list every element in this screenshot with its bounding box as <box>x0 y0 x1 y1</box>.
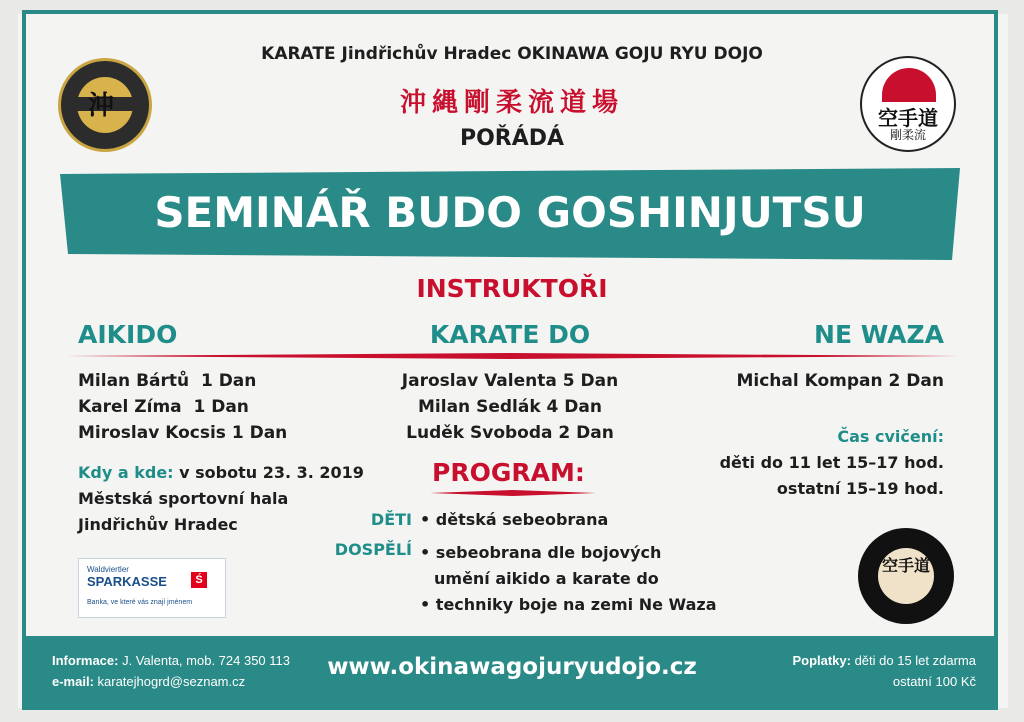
presents-label: POŘÁDÁ <box>459 126 565 151</box>
footer-contact <box>52 650 290 692</box>
dojo-kanji-name: 沖縄剛柔流道場 <box>399 88 624 118</box>
sponsor-tagline: Banka, ve které vás znají jménem <box>87 599 193 606</box>
instructors-heading: INSTRUKTOŘI <box>416 274 608 303</box>
training-time-block <box>720 424 944 502</box>
organizer-name: KARATE Jindřichův Hradec OKINAWA GOJU RYU DOJO <box>261 44 763 64</box>
program-adults-label: DOSPĚLÍ <box>334 540 412 559</box>
sponsor-logo <box>78 558 226 618</box>
venue-town: Jindřichův Hradec <box>78 515 238 534</box>
logo-gojuryu-kanji: 剛柔流 <box>889 128 926 142</box>
event-date: v sobotu 23. 3. 2019 <box>173 463 364 482</box>
when-where-label: Kdy a kde: <box>78 463 174 482</box>
instructor-item: Luděk Svoboda 2 Dan <box>406 423 614 443</box>
logo-glyph: 沖 <box>88 91 115 121</box>
email-value[interactable]: karatejhogrd@seznam.cz <box>93 674 246 689</box>
info-value: J. Valenta, mob. 724 350 113 <box>118 653 290 668</box>
footer-fees <box>792 650 976 692</box>
fees-label: Poplatky: <box>792 653 851 668</box>
instructor-item: Karel Zíma 1 Dan <box>78 397 249 417</box>
program-adults-item: • techniky boje na zemi Ne Waza <box>420 595 717 614</box>
info-label: Informace: <box>52 653 119 668</box>
instructor-item: Michal Kompan 2 Dan <box>736 371 944 391</box>
training-time-label: Čas cvičení: <box>837 427 944 446</box>
column-heading-aikido: AIKIDO <box>78 320 178 349</box>
column-heading-newaza: NE WAZA <box>814 320 944 349</box>
dojo-seal-logo <box>858 528 954 624</box>
newaza-list <box>736 368 944 394</box>
seal-center <box>878 548 934 604</box>
sponsor-line1: Waldviertler <box>87 565 129 574</box>
karate-list <box>360 368 660 446</box>
training-time-kids: děti do 11 let 15–17 hod. <box>719 453 944 472</box>
website-link[interactable]: www.okinawagojuryudojo.cz <box>327 654 697 680</box>
program-adults-item: • sebeobrana dle bojových <box>420 543 662 562</box>
fees-value-others: ostatní 100 Kč <box>892 674 976 689</box>
logo-karate-kanji: 空手道 <box>878 106 938 130</box>
divider-line <box>66 352 958 360</box>
instructor-item: Jaroslav Valenta 5 Dan <box>401 371 619 391</box>
program-kids-label: DĚTI <box>370 510 412 529</box>
instructor-item: Milan Sedlák 4 Dan <box>418 397 602 417</box>
fees-value-kids: děti do 15 let zdarma <box>850 653 976 668</box>
program-adults-item: umění aikido a karate do <box>434 569 659 588</box>
column-heading-karate: KARATE DO <box>429 320 591 349</box>
program-kids-item: • dětská sebeobrana <box>420 510 609 529</box>
instructor-item: Miroslav Kocsis 1 Dan <box>78 423 288 443</box>
training-time-others: ostatní 15–19 hod. <box>776 479 944 498</box>
seal-glyph: 空手道 <box>881 556 930 575</box>
sponsor-line2: SPARKASSE <box>87 574 167 589</box>
seminar-title: SEMINÁŘ BUDO GOSHINJUTSU <box>154 188 866 237</box>
program-underline <box>430 490 596 496</box>
program-heading: PROGRAM: <box>432 458 585 487</box>
venue-name: Městská sportovní hala <box>78 489 289 508</box>
program-adults-list <box>420 540 716 618</box>
instructor-item: Milan Bártů 1 Dan <box>78 371 257 391</box>
email-label: e-mail: <box>52 674 94 689</box>
aikido-list <box>78 368 287 446</box>
sparkasse-icon: Ś <box>191 572 207 588</box>
